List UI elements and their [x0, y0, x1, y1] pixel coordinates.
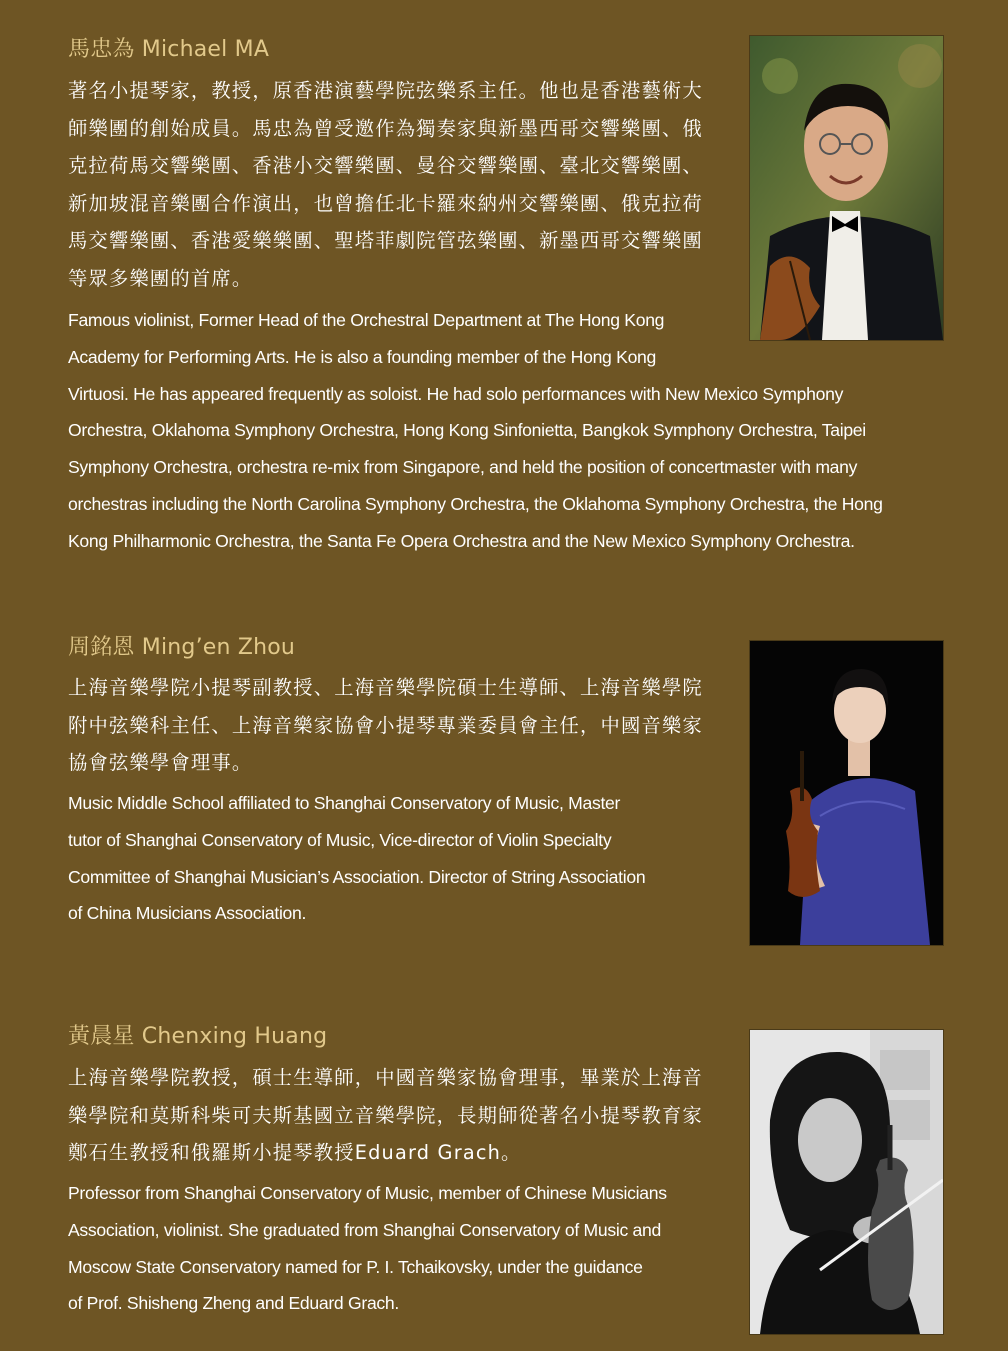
- bio-english-line: of China Musicians Association.: [68, 903, 307, 924]
- bio-english-text: [68, 1175, 667, 1322]
- bio-english-line: Moscow State Conservatory named for P. I. Tchaikovsky, under the guidance: [68, 1256, 643, 1277]
- bio-english-line: Music Middle School affiliated to Shanghai Conservatory of Music, Master: [68, 793, 621, 813]
- bio-chinese-text: 著名小提琴家，教授，原香港演藝學院弦樂系主任。他也是香港藝術大師樂團的創始成員。馬忠為曾受邀作為獨奏家與新墨西哥交響樂團、俄克拉荷馬交響樂團、香港小交響樂團、曼谷交響樂團、臺北交響樂團、新加坡混音樂團合作演出，也曾擔任北卡羅來納州交響樂團、俄克拉荷馬交響樂團、香港愛樂樂團、聖塔菲劇院管弦樂團、新墨西哥交響樂團等眾多樂團的首席。: [68, 79, 703, 290]
- bio-english-line: Orchestra, Oklahoma Symphony Orchestra, Hong Kong Sinfonietta, Bangkok Symphony Orchestra, Taipei: [68, 420, 866, 441]
- bio-english-line: Academy for Performing Arts. He is also a founding member of the Hong Kong: [68, 346, 657, 367]
- bio-english-line: orchestras including the North Carolina Symphony Orchestra, the Oklahoma Symphony Orchestra, the Hong: [68, 493, 883, 514]
- portrait-man-violin-icon: [749, 35, 944, 341]
- bio-english-line: Professor from Shanghai Conservatory of Music, member of Chinese Musicians: [68, 1183, 667, 1203]
- portrait-woman-playing-violin-icon: [749, 1029, 944, 1335]
- bio-english-text: [68, 785, 645, 932]
- bio-english-line: Famous violinist, Former Head of the Orchestral Department at The Hong Kong: [68, 310, 665, 330]
- bio-english-line: tutor of Shanghai Conservatory of Music, Vice-director of Violin Specialty: [68, 829, 612, 850]
- bio-name: 馬忠為 Michael MA: [68, 37, 270, 62]
- bio-english-line: Virtuosi. He has appeared frequently as soloist. He had solo performances with New Mexico Symphony: [68, 383, 844, 404]
- bio-english-line: Symphony Orchestra, orchestra re-mix from Singapore, and held the position of concertmaster with many: [68, 457, 858, 478]
- bio-name: 黃晨星 Chenxing Huang: [68, 1024, 328, 1049]
- bio-chinese-text: 上海音樂學院小提琴副教授、上海音樂學院碩士生導師、上海音樂學院附中弦樂科主任、上海音樂家協會小提琴專業委員會主任，中國音樂家協會弦樂學會理事。: [68, 676, 703, 774]
- bio-name: 周銘恩 Ming’en Zhou: [68, 635, 296, 660]
- bio-english-line: Kong Philharmonic Orchestra, the Santa Fe Opera Orchestra and the New Mexico Symphony Orchestra.: [68, 530, 855, 551]
- bio-english-line: Committee of Shanghai Musician’s Association. Director of String Association: [68, 866, 646, 887]
- bio-english-line: Association, violinist. She graduated from Shanghai Conservatory of Music and: [68, 1219, 662, 1240]
- bio-chinese-text: 上海音樂學院教授，碩士生導師，中國音樂家協會理事，畢業於上海音樂學院和莫斯科柴可夫斯基國立音樂學院，長期師從著名小提琴教育家鄭石生教授和俄羅斯小提琴教授Eduard Grach。: [68, 1066, 703, 1164]
- portrait-woman-violin-icon: [749, 640, 944, 946]
- bio-english-line: of Prof. Shisheng Zheng and Eduard Grach.: [68, 1293, 399, 1314]
